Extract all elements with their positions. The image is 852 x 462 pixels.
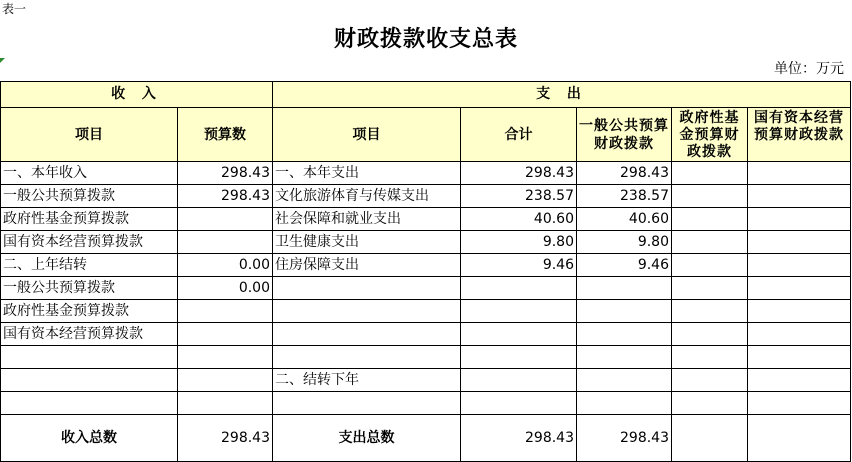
general-budget-cell[interactable]: 238.57	[577, 185, 672, 208]
general-budget-cell[interactable]	[577, 369, 672, 392]
income-total-label: 收入总数	[1, 415, 178, 462]
fund-budget-cell[interactable]	[672, 369, 748, 392]
general-budget-cell[interactable]: 298.43	[577, 162, 672, 185]
unit-label: 单位：万元	[774, 61, 844, 77]
table-row	[1, 185, 851, 208]
header-row	[1, 108, 851, 162]
income-item-cell[interactable]: 一、本年收入	[1, 162, 178, 185]
expense-item-cell[interactable]	[273, 323, 461, 346]
expense-total-cell[interactable]	[461, 369, 577, 392]
income-value-cell[interactable]	[178, 231, 273, 254]
state-budget-cell[interactable]	[748, 162, 851, 185]
expense-total-cell[interactable]: 238.57	[461, 185, 577, 208]
general-budget-cell[interactable]	[577, 392, 672, 415]
page-title: 财政拨款收支总表	[333, 27, 518, 52]
income-value-cell[interactable]: 0.00	[178, 254, 273, 277]
income-total-value[interactable]: 298.43	[178, 415, 273, 462]
income-item-cell[interactable]: 政府性基金预算拨款	[1, 208, 178, 231]
table-row	[1, 231, 851, 254]
table-row	[1, 346, 851, 369]
header-item: 项目	[1, 108, 178, 162]
table-row	[1, 208, 851, 231]
income-value-cell[interactable]	[178, 346, 273, 369]
general-budget-cell[interactable]	[577, 277, 672, 300]
sheet-label: 表一	[2, 2, 27, 16]
general-total-value[interactable]: 298.43	[577, 415, 672, 462]
income-band: 收 入	[1, 82, 273, 108]
band-row	[1, 82, 851, 108]
income-item-cell[interactable]	[1, 369, 178, 392]
table-row	[1, 392, 851, 415]
expense-item-cell[interactable]: 文化旅游体育与传媒支出	[273, 185, 461, 208]
income-item-cell[interactable]	[1, 392, 178, 415]
fund-budget-cell[interactable]	[672, 208, 748, 231]
state-budget-cell[interactable]	[748, 231, 851, 254]
expense-total-label: 支出总数	[273, 415, 461, 462]
fund-budget-cell[interactable]	[672, 323, 748, 346]
income-item-cell[interactable]: 一般公共预算拨款	[1, 185, 178, 208]
state-budget-cell[interactable]	[748, 254, 851, 277]
state-budget-cell[interactable]	[748, 208, 851, 231]
expense-total-cell[interactable]	[461, 300, 577, 323]
header-budget: 预算数	[178, 108, 273, 162]
income-item-cell[interactable]: 政府性基金预算拨款	[1, 300, 178, 323]
income-item-cell[interactable]: 国有资本经营预算拨款	[1, 323, 178, 346]
table-row	[1, 369, 851, 392]
expense-total-cell[interactable]: 298.43	[461, 162, 577, 185]
header-general: 一般公共预算财政拨款	[577, 108, 672, 162]
header-item2: 项目	[273, 108, 461, 162]
state-budget-cell[interactable]	[748, 392, 851, 415]
fund-budget-cell[interactable]	[672, 300, 748, 323]
state-budget-cell[interactable]	[748, 277, 851, 300]
expense-total-cell[interactable]: 40.60	[461, 208, 577, 231]
income-value-cell[interactable]: 298.43	[178, 162, 273, 185]
income-value-cell[interactable]: 0.00	[178, 277, 273, 300]
income-item-cell[interactable]	[1, 346, 178, 369]
table-row	[1, 254, 851, 277]
expense-total-cell[interactable]	[461, 346, 577, 369]
fund-budget-cell[interactable]	[672, 162, 748, 185]
state-total-value[interactable]	[748, 415, 851, 462]
expense-total-cell[interactable]	[461, 323, 577, 346]
header-state: 国有资本经营预算财政拨款	[748, 108, 851, 162]
income-value-cell[interactable]: 298.43	[178, 185, 273, 208]
state-budget-cell[interactable]	[748, 346, 851, 369]
income-item-cell[interactable]: 一般公共预算拨款	[1, 277, 178, 300]
general-budget-cell[interactable]	[577, 323, 672, 346]
expense-total-cell[interactable]: 9.80	[461, 231, 577, 254]
expense-item-cell[interactable]	[273, 392, 461, 415]
state-budget-cell[interactable]	[748, 323, 851, 346]
fund-budget-cell[interactable]	[672, 185, 748, 208]
state-budget-cell[interactable]	[748, 185, 851, 208]
budget-table	[0, 81, 851, 462]
general-budget-cell[interactable]: 40.60	[577, 208, 672, 231]
expense-item-cell[interactable]: 卫生健康支出	[273, 231, 461, 254]
income-value-cell[interactable]	[178, 208, 273, 231]
income-value-cell[interactable]	[178, 369, 273, 392]
expense-item-cell[interactable]	[273, 346, 461, 369]
fund-budget-cell[interactable]	[672, 277, 748, 300]
expense-item-cell[interactable]	[273, 300, 461, 323]
table-row	[1, 162, 851, 185]
income-value-cell[interactable]	[178, 300, 273, 323]
expense-item-cell[interactable]: 一、本年支出	[273, 162, 461, 185]
income-value-cell[interactable]	[178, 323, 273, 346]
general-budget-cell[interactable]	[577, 346, 672, 369]
expense-item-cell[interactable]: 二、结转下年	[273, 369, 461, 392]
fund-budget-cell[interactable]	[672, 392, 748, 415]
table-row	[1, 277, 851, 300]
income-value-cell[interactable]	[178, 392, 273, 415]
table-body	[1, 162, 851, 415]
general-budget-cell[interactable]	[577, 300, 672, 323]
fund-budget-cell[interactable]	[672, 346, 748, 369]
general-budget-cell[interactable]: 9.80	[577, 231, 672, 254]
expense-item-cell[interactable]: 住房保障支出	[273, 254, 461, 277]
income-item-cell[interactable]: 二、上年结转	[1, 254, 178, 277]
fund-budget-cell[interactable]	[672, 231, 748, 254]
cell-marker	[0, 58, 5, 63]
expense-total-cell[interactable]	[461, 277, 577, 300]
expense-item-cell[interactable]	[273, 277, 461, 300]
fund-total-value[interactable]	[672, 415, 748, 462]
general-budget-cell[interactable]: 9.46	[577, 254, 672, 277]
total-row	[1, 415, 851, 462]
expense-item-cell[interactable]: 社会保障和就业支出	[273, 208, 461, 231]
expense-total-value[interactable]: 298.43	[461, 415, 577, 462]
state-budget-cell[interactable]	[748, 369, 851, 392]
header-fund: 政府性基金预算财政拨款	[672, 108, 748, 162]
fund-budget-cell[interactable]	[672, 254, 748, 277]
income-item-cell[interactable]: 国有资本经营预算拨款	[1, 231, 178, 254]
table-row	[1, 323, 851, 346]
expense-band: 支 出	[273, 82, 851, 108]
state-budget-cell[interactable]	[748, 300, 851, 323]
expense-total-cell[interactable]	[461, 392, 577, 415]
expense-total-cell[interactable]: 9.46	[461, 254, 577, 277]
header-total: 合计	[461, 108, 577, 162]
table-row	[1, 300, 851, 323]
